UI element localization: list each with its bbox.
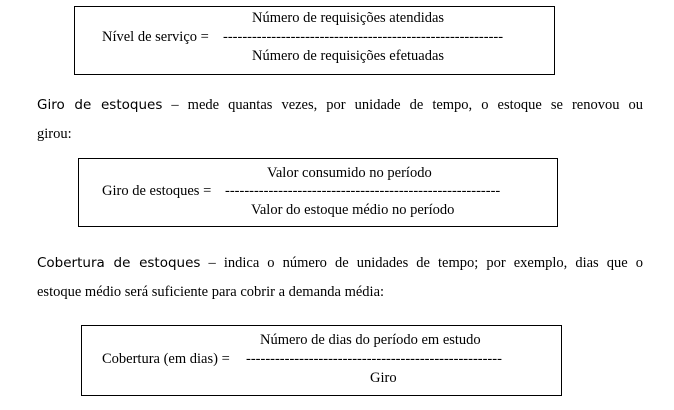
coverage-definition-text: – indica o número de unidades de tempo; por exemplo, dias que o xyxy=(200,255,643,271)
turnover-denominator: Valor do estoque médio no período xyxy=(251,202,455,218)
service-level-label: Nível de serviço = xyxy=(102,29,209,45)
turnover-definition-line-2: girou: xyxy=(37,126,72,142)
coverage-numerator: Número de dias do período em estudo xyxy=(260,332,481,348)
turnover-term: Giro de estoques xyxy=(37,97,163,113)
coverage-denominator: Giro xyxy=(370,370,397,386)
coverage-label: Cobertura (em dias) = xyxy=(102,351,230,367)
coverage-term: Cobertura de estoques xyxy=(37,255,201,271)
turnover-fraction-dashes: --------------------------------------------------------- xyxy=(225,183,501,199)
service-level-fraction-dashes: ---------------------------------------------------------- xyxy=(223,29,504,45)
turnover-label: Giro de estoques = xyxy=(102,183,212,199)
service-level-numerator: Número de requisições atendidas xyxy=(252,10,445,26)
coverage-fraction-dashes: ----------------------------------------------------- xyxy=(246,351,502,367)
coverage-definition-line-1 xyxy=(37,249,643,278)
coverage-definition xyxy=(37,249,643,307)
coverage-formula-box xyxy=(81,325,562,396)
turnover-definition-text: – mede quantas vezes, por unidade de tempo, o estoque se renovou ou xyxy=(162,97,643,113)
service-level-formula-box xyxy=(74,6,555,75)
turnover-definition-line-1 xyxy=(37,91,643,120)
coverage-definition-line-2: estoque médio será suficiente para cobrir a demanda média: xyxy=(37,284,385,300)
service-level-denominator: Número de requisições efetuadas xyxy=(252,48,445,64)
turnover-definition xyxy=(37,91,643,149)
turnover-formula-box xyxy=(78,158,558,227)
turnover-numerator: Valor consumido no período xyxy=(267,165,432,181)
